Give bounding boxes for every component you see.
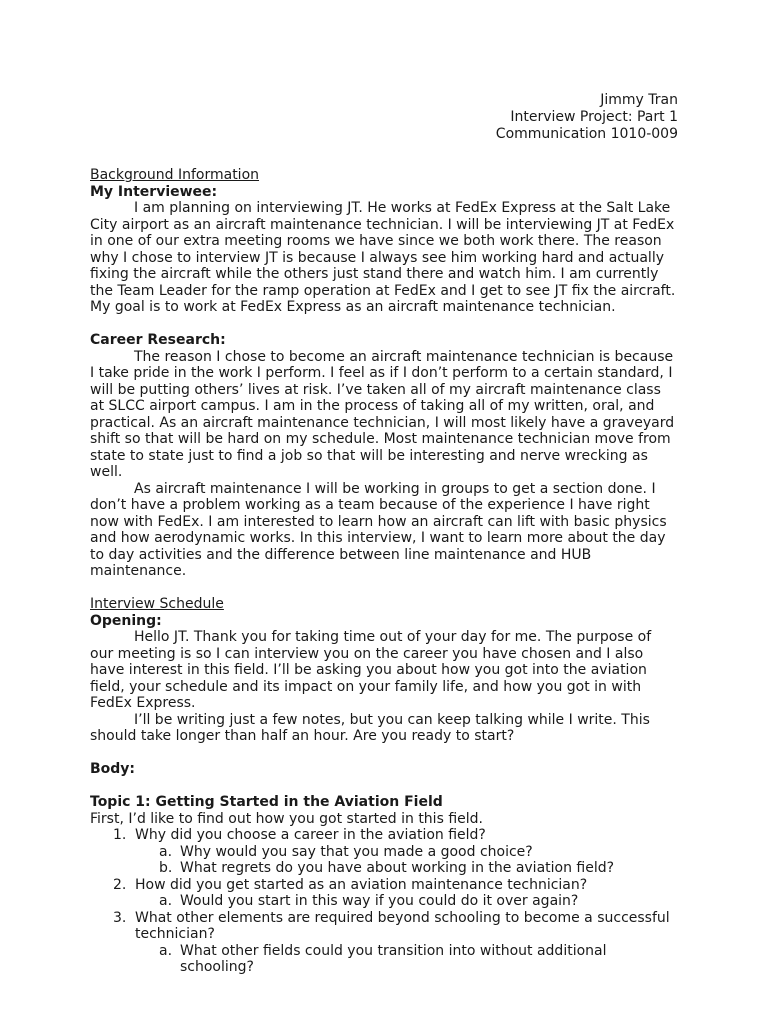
interviewee-label: My Interviewee: [90,183,218,200]
list-item [113,827,678,877]
sub-question-text: Would you start in this way if you could do it over again? [180,893,579,909]
list-item [159,860,678,877]
topic-1-intro: First, I’d like to find out how you got started in this field. [90,810,483,827]
topic-1-question-list [90,827,678,976]
list-letter: b. [159,860,173,876]
course-name: Communication 1010-009 [495,126,678,142]
list-item [159,843,678,861]
question-text: Why did you choose a career in the aviation field? [135,827,486,843]
question-text: What other elements are required beyond schooling to become a successful technician? [135,909,670,942]
list-letter: a. [159,843,173,860]
opening-paragraph-2: I’ll be writing just a few notes, but you can keep talking while I write. This should take longer than half an hour. Are you ready to start? [90,711,650,744]
project-title: Interview Project: Part 1 [510,109,678,125]
sub-question-list [135,943,678,976]
career-paragraph-2: As aircraft maintenance I will be working in groups to get a section done. I don’t have a problem working as a team because of the experience I have right now with FedEx. I am interested to learn how an aircraft can lift with basic physics and how aerodynamic works. In this interview, I want to learn more about the day to day activities and the difference between line maintenance and HUB maintenance. [90,480,667,579]
list-item [159,893,678,910]
sub-question-text: What regrets do you have about working in the aviation field? [180,860,615,876]
career-paragraph-1: The reason I chose to become an aircraft maintenance technician is because I take pride in the work I perform. I feel as if I don’t perform to a certain standard, I will be putting others’ lives at risk. I’ve taken all of my aircraft maintenance class at SLCC airport campus. I am in the process of taking all of my written, oral, and practical. As an aircraft maintenance technician, I will most likely have a graveyard shift so that will be hard on my schedule. Most maintenance technician move from state to state just to find a job so that will be interesting and nerve wrecking as well. [90,348,675,480]
spacer [90,745,678,762]
spacer [90,778,678,795]
interviewee-paragraph: I am planning on interviewing JT. He works at FedEx Express at the Salt Lake City airport as an aircraft maintenance technician. I will be interviewing JT at FedEx in one of our extra meeting rooms we have since we both work there. The reason why I chose to interview JT is because I always see him working hard and actually fixing the aircraft while the others just stand there and watch him. I am currently the Team Leader for the ramp operation at FedEx and I get to see JT fix the aircraft. My goal is to work at FedEx Express as an aircraft maintenance technician. [90,200,676,315]
list-number: 2. [113,876,127,893]
sub-question-text: Why would you say that you made a good choice? [180,843,533,860]
document-content [90,92,678,976]
list-item [113,909,678,976]
body-label: Body: [90,761,136,777]
career-research-label: Career Research: [90,332,226,348]
topic-1-title: Topic 1: Getting Started in the Aviation Field [90,794,443,810]
background-heading: Background Information [90,167,260,183]
opening-paragraph-1: Hello JT. Thank you for taking time out of your day for me. The purpose of our meeting is so I can interview you on the career you have chosen and I also have interest in this field. I’ll be asking you about how you got into the aviation field, your schedule and its impact on your family life, and how you got in with FedEx Express. [90,629,652,711]
spacer [90,316,678,333]
list-item [113,876,678,910]
list-letter: a. [159,942,173,959]
sub-question-list [135,844,678,877]
opening-label: Opening: [90,612,162,629]
list-letter: a. [159,893,173,909]
list-number: 3. [113,909,127,926]
spacer [90,580,678,597]
spacer [90,143,678,167]
author-name: Jimmy Tran [600,92,678,108]
list-number: 1. [113,827,127,843]
sub-question-text: What other fields could you transition into without additional schooling? [180,942,607,975]
question-text: How did you get started as an aviation maintenance technician? [135,876,588,893]
interview-schedule-heading: Interview Schedule [90,596,224,612]
document-header [90,92,678,143]
sub-question-list [135,893,678,910]
list-item [159,942,678,976]
